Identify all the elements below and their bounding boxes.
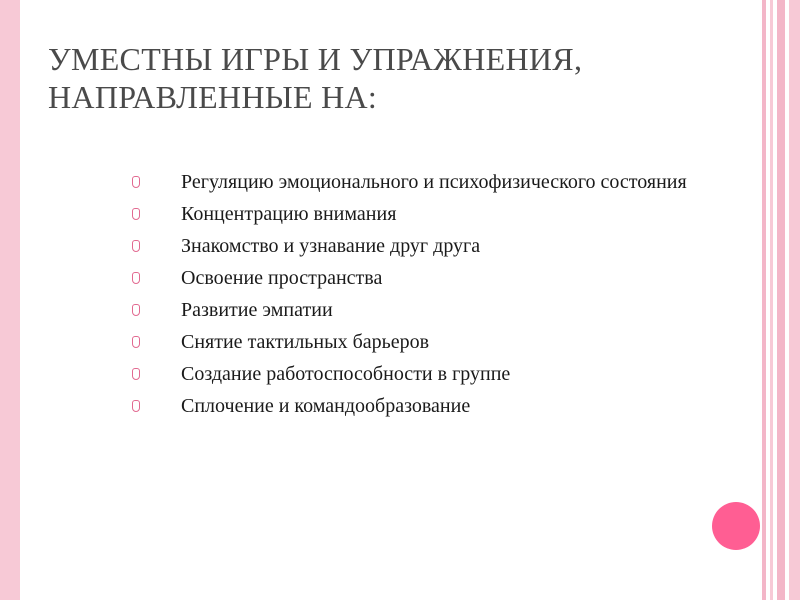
bullet-text: Знакомство и узнавание друг друга [181,235,481,257]
slide-title-line: УМЕСТНЫ ИГРЫ И УПРАЖНЕНИЯ, [48,41,583,77]
bullet-item [130,331,740,353]
bullet-icon [132,272,140,284]
left-frame-stripe [0,0,20,600]
bullet-icon [132,208,140,220]
bullet-item [130,395,740,417]
bullet-icon [132,240,140,252]
bullet-icon [132,304,140,316]
right-decor-stripe [777,0,785,600]
bullet-item [130,171,740,193]
bullet-item [130,363,740,385]
right-decor-stripe [762,0,766,600]
right-decor-gap [786,0,788,600]
bullet-text: Развитие эмпатии [181,299,333,321]
decorative-circle [712,502,760,550]
bullet-text: Сплочение и командообразование [181,395,471,417]
bullet-icon [132,176,140,188]
bullet-item [130,299,740,321]
bullet-text: Освоение пространства [181,267,383,289]
slide-title [48,40,728,116]
bullet-text: Создание работоспособности в группе [181,363,511,385]
right-decor-stripe [770,0,773,600]
slide-title-line: НАПРАВЛЕННЫЕ НА: [48,79,378,115]
bullet-text: Регуляцию эмоционального и психофизического состояния [181,171,687,193]
bullet-item [130,203,740,225]
bullet-list [130,171,740,427]
right-decor-gap [767,0,769,600]
bullet-item [130,235,740,257]
bullet-item [130,267,740,289]
bullet-icon [132,336,140,348]
right-decor-stripe [789,0,800,600]
bullet-icon [132,368,140,380]
bullet-text: Концентрацию внимания [181,203,397,225]
bullet-text: Снятие тактильных барьеров [181,331,430,353]
bullet-icon [132,400,140,412]
